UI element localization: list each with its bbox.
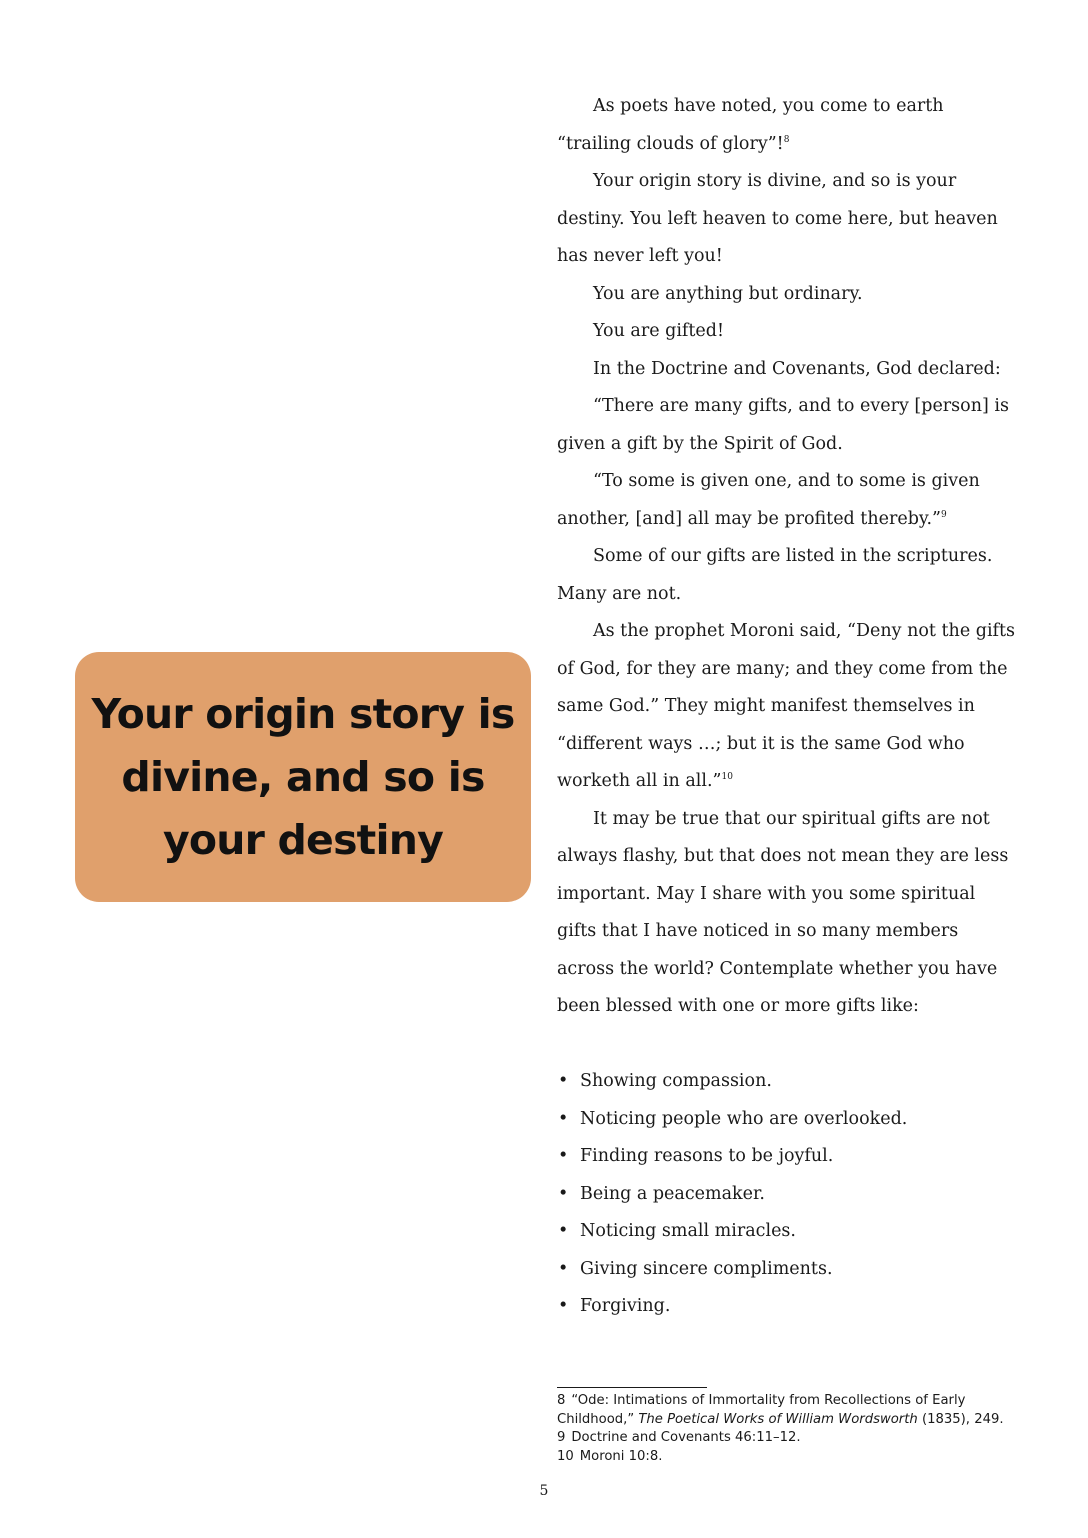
paragraph-text: “There are many gifts, and to every [person] is given a gift by the Spirit of God. (557, 396, 1009, 454)
list-item: • Noticing small miracles. (557, 1213, 1017, 1251)
paragraph-text: You are anything but ordinary. (593, 283, 863, 304)
footnote-divider (557, 1387, 707, 1388)
footnotes (557, 1392, 1017, 1466)
paragraph-text: Your origin story is divine, and so is your destiny. You left heaven to come here, but heaven has never left you! (557, 171, 998, 266)
footnote-ref[interactable]: 9 (940, 509, 947, 520)
paragraph-text: “To some is given one, and to some is given another, [and] all may be profited thereby.” (557, 471, 980, 529)
footnote-10 (557, 1448, 1017, 1467)
footnote-ref[interactable]: 8 (783, 134, 790, 145)
paragraph (557, 801, 1017, 1026)
paragraph-text: As the prophet Moroni said, “Deny not the gifts of God, for they are many; and they come from the same God.” They might manifest themselves in “different ways …; but it is the same God who worketh all in all.” (557, 621, 1016, 791)
list-item: • Noticing people who are overlooked. (557, 1101, 1017, 1139)
footnote-text: Moroni 10:8. (579, 1448, 663, 1464)
list-item: • Finding reasons to be joyful. (557, 1138, 1017, 1176)
paragraph-text: As poets have noted, you come to earth “trailing clouds of glory”! (557, 96, 944, 154)
paragraph (557, 88, 1017, 163)
paragraph-text: It may be true that our spiritual gifts are not always flashy, but that does not mean they are less important. May I share with you some spiritual gifts that I have noticed in so many members across the world? Contemplate whether you have been blessed with one or more gifts like: (557, 808, 1009, 1016)
paragraph-text: Some of our gifts are listed in the scriptures. Many are not. (557, 546, 993, 604)
page-number: 5 (539, 1483, 549, 1499)
pull-quote-box (75, 652, 531, 902)
list-item: • Being a peacemaker. (557, 1176, 1017, 1214)
footnote-text: Doctrine and Covenants 46:11–12. (571, 1430, 801, 1445)
paragraph-text: In the Doctrine and Covenants, God declared: (593, 358, 1001, 379)
list-item: • Giving sincere compliments. (557, 1251, 1017, 1289)
paragraph (557, 463, 1017, 538)
footnote-number: 10 (557, 1448, 574, 1464)
paragraph-text: You are gifted! (593, 321, 725, 341)
paragraph (557, 538, 1017, 613)
paragraph (557, 313, 1017, 351)
footnote-text: (1835), 249. (917, 1411, 1004, 1427)
footnote-text: “Ode: Intimations of Immortality from Recollections of Early Childhood,” (557, 1393, 966, 1427)
gifts-list (557, 1063, 1017, 1326)
footnote-number: 8 (557, 1393, 566, 1408)
body-text-column (557, 88, 1017, 1326)
footnote-8 (557, 1392, 1017, 1429)
footnote-ref[interactable]: 10 (721, 772, 733, 782)
paragraph (557, 163, 1017, 276)
paragraph (557, 276, 1017, 314)
paragraph (557, 613, 1017, 801)
footnote-9 (557, 1429, 1017, 1448)
footnote-number: 9 (557, 1430, 566, 1445)
paragraph (557, 351, 1017, 389)
paragraph (557, 388, 1017, 463)
footnote-book-title: The Poetical Works of William Wordsworth (638, 1411, 918, 1427)
list-item: • Forgiving. (557, 1288, 1017, 1326)
pull-quote-text: Your origin story is divine, and so is your destiny (91, 689, 515, 864)
list-item: • Showing compassion. (557, 1063, 1017, 1101)
